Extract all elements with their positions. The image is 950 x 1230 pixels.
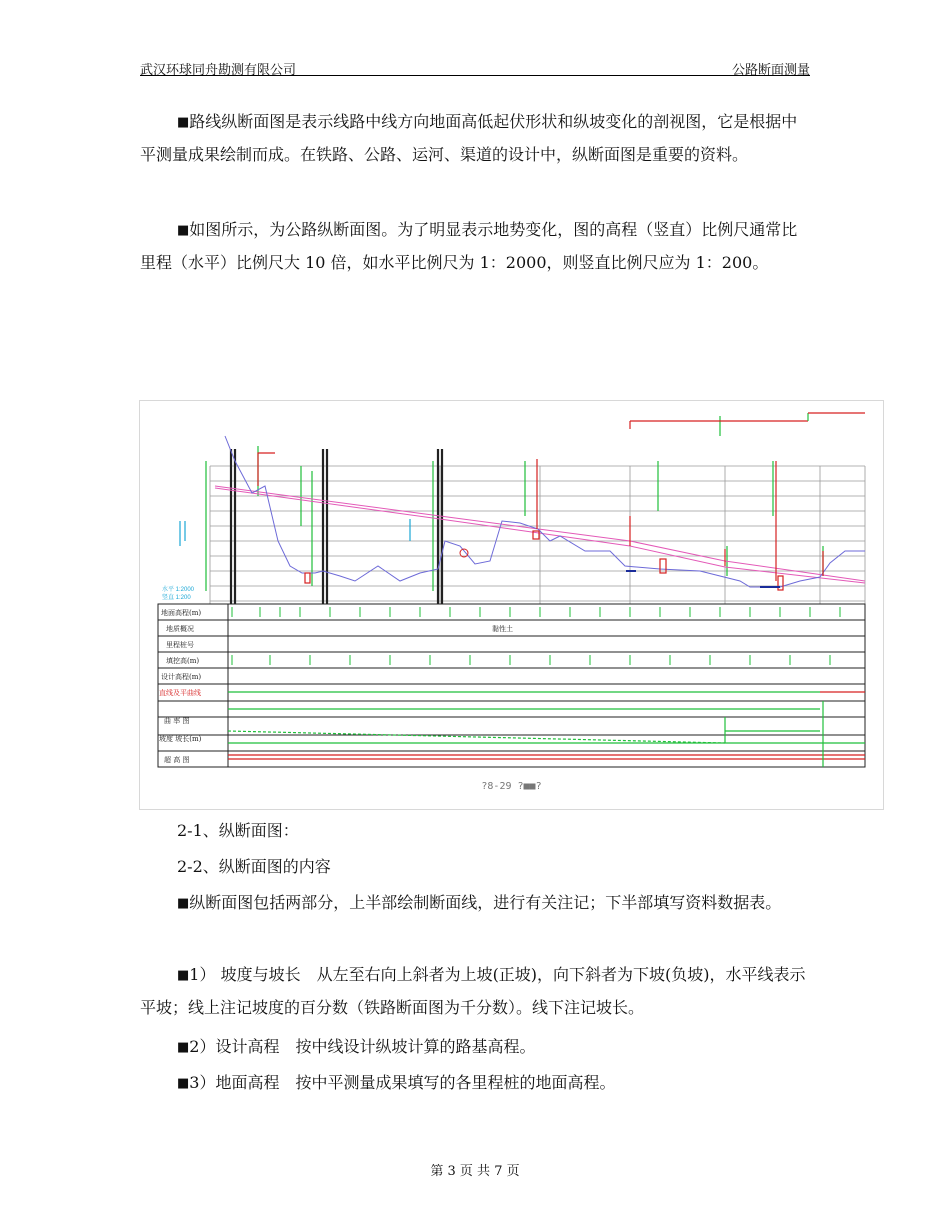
- profile-drawing: [140, 401, 883, 809]
- paragraph-5: [140, 1031, 812, 1064]
- green-annotations: [206, 416, 823, 591]
- page-footer: 第 3 页 共 7 页: [430, 1164, 520, 1179]
- profile-figure: [139, 400, 884, 810]
- figure-caption: ?8-29 ?■■?: [481, 781, 542, 792]
- table-curve-lines: [228, 692, 865, 767]
- paragraph-4: [140, 959, 812, 1024]
- paragraph-text: 2）设计高程 按中线设计纵坡计算的路基高程。: [189, 1037, 536, 1056]
- row-label-ground-elev: 地面高程(m): [161, 609, 202, 617]
- paragraph-text: 纵断面图包括两部分，上半部绘制断面线，进行有关注记；下半部填写资料数据表。: [189, 893, 782, 912]
- geology-label: 黏性土: [492, 625, 513, 633]
- row-label-grade: 坡度 坡长(m): [159, 735, 202, 743]
- section-heading-2-1: 2-1、纵断面图：: [177, 821, 299, 840]
- ground-profile-line: [225, 436, 865, 587]
- paragraph-text: 3）地面高程 按中平测量成果填写的各里程桩的地面高程。: [189, 1073, 616, 1092]
- bullet-square: ■: [177, 968, 190, 983]
- bullet-square: ■: [177, 1076, 190, 1091]
- paragraph-6: [140, 1067, 812, 1100]
- cyan-labels: [180, 519, 410, 546]
- row-label-curvature: 曲 率 图: [164, 717, 190, 725]
- row-label-chainage: 里程桩号: [166, 641, 194, 649]
- bullet-square: ■: [177, 1040, 190, 1055]
- page-header: [140, 57, 810, 76]
- row-label-superelevation: 超 高 图: [164, 756, 190, 764]
- header-topic: 公路断面测量: [731, 63, 810, 78]
- row-label-cut-fill: 填挖高(m): [166, 657, 200, 665]
- row-label-alignment: 直线及平曲线: [159, 689, 201, 697]
- paragraph-3: [140, 887, 812, 920]
- paragraph-text: 1） 坡度与坡长 从左至右向上斜者为上坡(正坡)，向下斜者为下坡(负坡)，水平线表示平坡；线上注记坡度的百分数（铁路断面图为千分数）。线下注记坡长。: [140, 965, 806, 1017]
- paragraph-2: [140, 214, 812, 279]
- paragraph-text: 如图所示，为公路纵断面图。为了明显表示地势变化，图的高程（竖直）比例尺通常比里程（水平）比例尺大 10 倍，如水平比例尺为 1：2000，则竖直比例尺应为 1：200。: [140, 220, 798, 272]
- scale-vertical-label: 竖直 1:200: [162, 595, 191, 601]
- section-heading-2-2: 2-2、纵断面图的内容: [177, 857, 331, 876]
- top-legend: [630, 413, 865, 429]
- company-name: 武汉环球同舟勘测有限公司: [140, 63, 297, 78]
- station-flags: [258, 453, 823, 590]
- bullet-square: ■: [177, 115, 190, 130]
- blue-marks: [626, 571, 780, 587]
- row-label-geology: 地质概况: [166, 625, 194, 633]
- paragraph-text: 路线纵断面图是表示线路中线方向地面高低起伏形状和纵坡变化的剖视图，它是根据中平测量成果绘制而成。在铁路、公路、运河、渠道的设计中，纵断面图是重要的资料。: [140, 112, 798, 164]
- row-label-design-elev: 设计高程(m): [161, 673, 202, 681]
- bullet-square: ■: [177, 896, 190, 911]
- paragraph-1: [140, 106, 812, 171]
- bullet-square: ■: [177, 223, 190, 238]
- scale-horizontal-label: 水平 1:2000: [162, 587, 195, 593]
